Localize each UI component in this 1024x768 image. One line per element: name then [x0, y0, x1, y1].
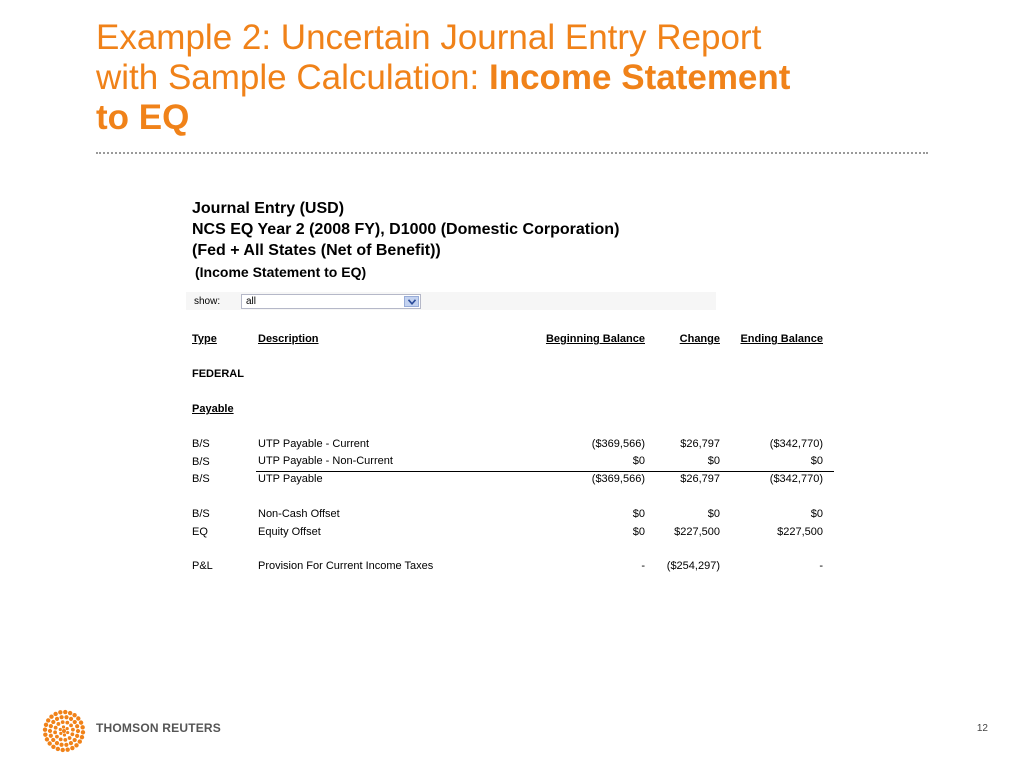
row-type: B/S	[192, 508, 210, 520]
row-beginning-balance: $0	[632, 508, 645, 520]
row-change: $0	[707, 508, 720, 520]
column-header-type[interactable]: Type	[192, 333, 217, 345]
show-filter-value: all	[246, 296, 257, 307]
row-type: B/S	[192, 438, 210, 450]
row-change: $227,500	[674, 526, 720, 538]
column-header-beginning-balance[interactable]: Beginning Balance	[545, 333, 645, 345]
report-heading-1: Journal Entry (USD)	[192, 200, 345, 217]
thomson-reuters-logo-icon	[40, 707, 88, 760]
column-header-description[interactable]: Description	[258, 333, 319, 345]
title-line-1: Example 2: Uncertain Journal Entry Report	[96, 18, 762, 57]
row-ending-balance: $0	[810, 455, 823, 467]
row-ending-balance: ($342,770)	[769, 438, 823, 450]
row-type: B/S	[192, 473, 210, 485]
report-heading-2: NCS EQ Year 2 (2008 FY), D1000 (Domestic Corporation)	[192, 221, 620, 238]
show-label: show:	[194, 296, 221, 307]
title-divider	[96, 152, 928, 154]
row-change: $0	[707, 455, 720, 467]
dropdown-arrow-icon[interactable]	[404, 296, 419, 307]
row-description: Non-Cash Offset	[258, 508, 340, 520]
show-filter-select[interactable]	[241, 294, 421, 309]
report-heading-3: (Fed + All States (Net of Benefit))	[192, 242, 441, 259]
row-change: $26,797	[680, 473, 720, 485]
row-change: $26,797	[680, 438, 720, 450]
row-ending-balance: $227,500	[777, 526, 823, 538]
title-line-3	[96, 98, 936, 138]
row-description: Equity Offset	[258, 526, 321, 538]
title-line-2-normal: with Sample Calculation:	[96, 58, 489, 97]
title-line-2	[96, 58, 936, 98]
row-description: Provision For Current Income Taxes	[258, 560, 434, 572]
row-type: P&L	[192, 560, 213, 572]
row-beginning-balance: $0	[632, 526, 645, 538]
row-beginning-balance: ($369,566)	[591, 438, 645, 450]
report-heading-4: (Income Statement to EQ)	[195, 264, 367, 280]
row-description: UTP Payable - Current	[258, 438, 370, 450]
subtotal-rule	[256, 471, 834, 472]
title-line-3-bold: to EQ	[96, 98, 190, 137]
row-ending-balance: $0	[810, 508, 823, 520]
row-ending-balance: -	[819, 560, 823, 572]
row-description: UTP Payable - Non-Current	[258, 455, 393, 467]
column-header-ending-balance[interactable]: Ending Balance	[740, 333, 823, 345]
journal-entry-report	[186, 196, 836, 578]
row-description: UTP Payable	[258, 473, 323, 485]
row-type: B/S	[192, 456, 210, 468]
title-line-2-bold: Income Statement	[488, 58, 791, 97]
section-federal: FEDERAL	[192, 368, 244, 380]
column-header-change[interactable]: Change	[679, 333, 720, 345]
page-number: 12	[976, 723, 988, 734]
brand-name: THOMSON REUTERS	[96, 721, 222, 735]
row-change: ($254,297)	[666, 560, 720, 572]
subsection-payable: Payable	[192, 403, 234, 415]
row-type: EQ	[192, 526, 208, 538]
slide-title	[96, 18, 936, 138]
row-ending-balance: ($342,770)	[769, 473, 823, 485]
row-beginning-balance: -	[641, 560, 645, 572]
row-beginning-balance: $0	[632, 455, 645, 467]
row-beginning-balance: ($369,566)	[591, 473, 645, 485]
